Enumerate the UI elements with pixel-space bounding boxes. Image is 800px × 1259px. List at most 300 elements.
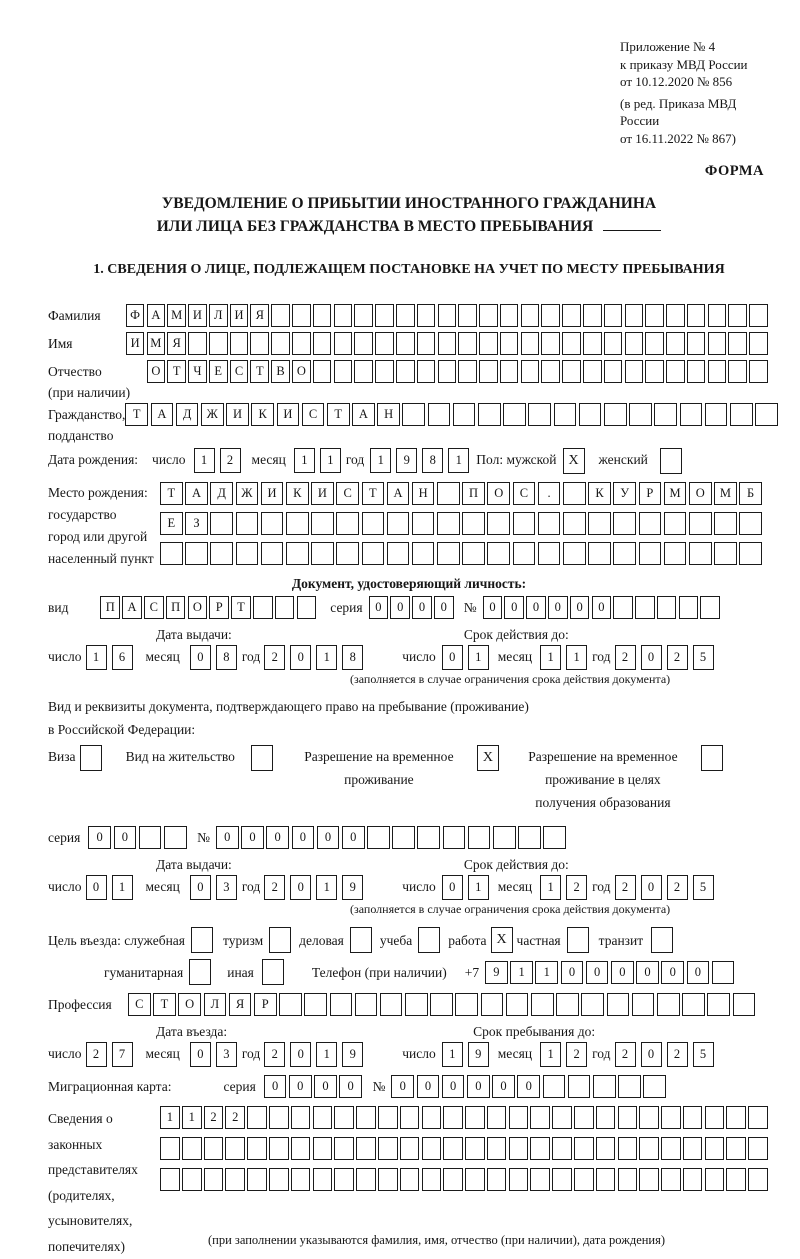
char-cell[interactable]	[422, 1168, 442, 1191]
char-cell[interactable]: 1	[294, 448, 315, 473]
char-cell[interactable]: 8	[422, 448, 443, 473]
char-cell[interactable]	[297, 596, 317, 619]
char-cell[interactable]	[588, 542, 611, 565]
char-cell[interactable]	[726, 1106, 746, 1129]
char-cell[interactable]: 1	[448, 448, 469, 473]
char-cell[interactable]	[509, 1168, 529, 1191]
char-cell[interactable]	[562, 332, 581, 355]
char-cell[interactable]: А	[151, 403, 174, 426]
char-cell[interactable]: 0	[342, 826, 365, 849]
char-cell[interactable]: Я	[229, 993, 252, 1016]
char-cell[interactable]: Т	[160, 482, 183, 505]
char-cell[interactable]	[521, 360, 540, 383]
char-cell[interactable]	[687, 304, 706, 327]
char-cell[interactable]	[588, 512, 611, 535]
char-cell[interactable]	[689, 542, 712, 565]
sex-female-checkbox[interactable]	[660, 448, 682, 474]
char-cell[interactable]	[291, 1168, 311, 1191]
char-cell[interactable]	[530, 1168, 550, 1191]
char-cell[interactable]: 0	[289, 1075, 312, 1098]
char-cell[interactable]	[271, 304, 290, 327]
char-cell[interactable]	[500, 304, 519, 327]
char-cell[interactable]: 3	[216, 1042, 237, 1067]
char-cell[interactable]	[755, 403, 778, 426]
char-cell[interactable]: 0	[290, 875, 311, 900]
char-cell[interactable]	[291, 1106, 311, 1129]
char-cell[interactable]	[334, 1168, 354, 1191]
char-cell[interactable]	[596, 1168, 616, 1191]
char-cell[interactable]	[538, 542, 561, 565]
char-cell[interactable]	[269, 1168, 289, 1191]
char-cell[interactable]: 0	[434, 596, 454, 619]
char-cell[interactable]: 0	[483, 596, 503, 619]
char-cell[interactable]: И	[226, 403, 249, 426]
char-cell[interactable]: Т	[362, 482, 385, 505]
char-cell[interactable]: Я	[167, 332, 186, 355]
char-cell[interactable]	[708, 332, 727, 355]
char-cell[interactable]: И	[277, 403, 300, 426]
char-cell[interactable]	[563, 542, 586, 565]
char-cell[interactable]	[689, 512, 712, 535]
char-cell[interactable]: С	[302, 403, 325, 426]
char-cell[interactable]	[387, 512, 410, 535]
char-cell[interactable]	[458, 360, 477, 383]
char-cell[interactable]: 0	[88, 826, 111, 849]
char-cell[interactable]	[705, 1168, 725, 1191]
char-cell[interactable]: А	[387, 482, 410, 505]
char-cell[interactable]: О	[178, 993, 201, 1016]
char-cell[interactable]	[613, 512, 636, 535]
char-cell[interactable]: 1	[540, 875, 561, 900]
char-cell[interactable]	[487, 1137, 507, 1160]
char-cell[interactable]	[462, 542, 485, 565]
char-cell[interactable]	[521, 332, 540, 355]
char-cell[interactable]	[541, 332, 560, 355]
char-cell[interactable]	[185, 542, 208, 565]
char-cell[interactable]	[417, 304, 436, 327]
char-cell[interactable]	[182, 1168, 202, 1191]
char-cell[interactable]: 1	[320, 448, 341, 473]
char-cell[interactable]: И	[230, 304, 249, 327]
char-cell[interactable]	[629, 403, 652, 426]
char-cell[interactable]: М	[147, 332, 166, 355]
char-cell[interactable]	[654, 403, 677, 426]
char-cell[interactable]	[613, 596, 633, 619]
char-cell[interactable]: 2	[667, 1042, 688, 1067]
char-cell[interactable]: .	[538, 482, 561, 505]
char-cell[interactable]: Л	[204, 993, 227, 1016]
char-cell[interactable]: 6	[112, 645, 133, 670]
char-cell[interactable]	[443, 826, 466, 849]
char-cell[interactable]	[487, 1106, 507, 1129]
char-cell[interactable]	[714, 512, 737, 535]
char-cell[interactable]: 0	[290, 645, 311, 670]
char-cell[interactable]	[330, 993, 353, 1016]
char-cell[interactable]: 0	[517, 1075, 540, 1098]
char-cell[interactable]	[313, 1168, 333, 1191]
char-cell[interactable]	[683, 1168, 703, 1191]
char-cell[interactable]: 0	[391, 1075, 414, 1098]
char-cell[interactable]	[487, 1168, 507, 1191]
char-cell[interactable]: 5	[693, 1042, 714, 1067]
char-cell[interactable]: Л	[209, 304, 228, 327]
char-cell[interactable]	[356, 1168, 376, 1191]
char-cell[interactable]	[487, 512, 510, 535]
char-cell[interactable]	[574, 1168, 594, 1191]
char-cell[interactable]: 2	[86, 1042, 107, 1067]
char-cell[interactable]	[479, 360, 498, 383]
char-cell[interactable]	[664, 512, 687, 535]
char-cell[interactable]: 2	[667, 645, 688, 670]
char-cell[interactable]: П	[100, 596, 120, 619]
char-cell[interactable]	[247, 1106, 267, 1129]
char-cell[interactable]	[443, 1168, 463, 1191]
char-cell[interactable]: 0	[417, 1075, 440, 1098]
char-cell[interactable]: 2	[225, 1106, 245, 1129]
char-cell[interactable]	[543, 1075, 566, 1098]
char-cell[interactable]	[462, 512, 485, 535]
char-cell[interactable]	[683, 1106, 703, 1129]
char-cell[interactable]	[387, 542, 410, 565]
char-cell[interactable]	[645, 304, 664, 327]
char-cell[interactable]	[378, 1106, 398, 1129]
char-cell[interactable]: 9	[342, 1042, 363, 1067]
char-cell[interactable]	[487, 542, 510, 565]
private-checkbox[interactable]	[567, 927, 589, 953]
char-cell[interactable]: Т	[167, 360, 186, 383]
char-cell[interactable]: О	[292, 360, 311, 383]
char-cell[interactable]	[705, 403, 728, 426]
char-cell[interactable]	[378, 1168, 398, 1191]
char-cell[interactable]	[583, 332, 602, 355]
char-cell[interactable]: Т	[125, 403, 148, 426]
char-cell[interactable]	[400, 1106, 420, 1129]
char-cell[interactable]	[375, 332, 394, 355]
char-cell[interactable]	[362, 512, 385, 535]
char-cell[interactable]	[356, 1137, 376, 1160]
char-cell[interactable]: Е	[209, 360, 228, 383]
char-cell[interactable]	[639, 542, 662, 565]
char-cell[interactable]	[465, 1106, 485, 1129]
char-cell[interactable]: В	[271, 360, 290, 383]
char-cell[interactable]	[362, 542, 385, 565]
char-cell[interactable]: 1	[540, 645, 561, 670]
char-cell[interactable]: 0	[216, 826, 239, 849]
char-cell[interactable]: 1	[540, 1042, 561, 1067]
char-cell[interactable]: С	[336, 482, 359, 505]
char-cell[interactable]	[291, 1137, 311, 1160]
char-cell[interactable]: 0	[611, 961, 634, 984]
char-cell[interactable]	[405, 993, 428, 1016]
char-cell[interactable]	[479, 304, 498, 327]
char-cell[interactable]: С	[230, 360, 249, 383]
char-cell[interactable]	[275, 596, 295, 619]
char-cell[interactable]	[286, 542, 309, 565]
char-cell[interactable]: И	[126, 332, 145, 355]
char-cell[interactable]	[531, 993, 554, 1016]
char-cell[interactable]	[458, 304, 477, 327]
char-cell[interactable]: 0	[390, 596, 410, 619]
char-cell[interactable]: И	[261, 482, 284, 505]
char-cell[interactable]: 2	[264, 1042, 285, 1067]
char-cell[interactable]: 9	[342, 875, 363, 900]
char-cell[interactable]	[465, 1168, 485, 1191]
char-cell[interactable]: 0	[548, 596, 568, 619]
char-cell[interactable]	[250, 332, 269, 355]
char-cell[interactable]	[313, 304, 332, 327]
char-cell[interactable]	[748, 1106, 768, 1129]
char-cell[interactable]: М	[167, 304, 186, 327]
char-cell[interactable]	[749, 304, 768, 327]
char-cell[interactable]	[311, 512, 334, 535]
char-cell[interactable]	[552, 1137, 572, 1160]
char-cell[interactable]	[336, 512, 359, 535]
char-cell[interactable]: 0	[412, 596, 432, 619]
char-cell[interactable]: Ф	[126, 304, 145, 327]
char-cell[interactable]	[604, 360, 623, 383]
char-cell[interactable]: 1	[182, 1106, 202, 1129]
char-cell[interactable]	[412, 542, 435, 565]
char-cell[interactable]: О	[147, 360, 166, 383]
char-cell[interactable]	[313, 332, 332, 355]
char-cell[interactable]	[292, 304, 311, 327]
char-cell[interactable]	[478, 403, 501, 426]
char-cell[interactable]: 0	[314, 1075, 337, 1098]
char-cell[interactable]	[236, 512, 259, 535]
char-cell[interactable]: Ч	[188, 360, 207, 383]
char-cell[interactable]	[269, 1137, 289, 1160]
char-cell[interactable]	[286, 512, 309, 535]
char-cell[interactable]: 0	[687, 961, 710, 984]
char-cell[interactable]	[563, 482, 586, 505]
char-cell[interactable]	[739, 512, 762, 535]
char-cell[interactable]	[541, 304, 560, 327]
char-cell[interactable]	[396, 304, 415, 327]
char-cell[interactable]: 9	[396, 448, 417, 473]
char-cell[interactable]: 3	[216, 875, 237, 900]
char-cell[interactable]	[730, 403, 753, 426]
char-cell[interactable]: 0	[114, 826, 137, 849]
char-cell[interactable]: М	[714, 482, 737, 505]
char-cell[interactable]	[500, 360, 519, 383]
char-cell[interactable]	[682, 993, 705, 1016]
char-cell[interactable]	[479, 332, 498, 355]
char-cell[interactable]	[707, 993, 730, 1016]
char-cell[interactable]	[562, 304, 581, 327]
char-cell[interactable]: М	[664, 482, 687, 505]
char-cell[interactable]	[204, 1137, 224, 1160]
char-cell[interactable]	[528, 403, 551, 426]
char-cell[interactable]	[417, 826, 440, 849]
char-cell[interactable]	[437, 542, 460, 565]
char-cell[interactable]: 0	[369, 596, 389, 619]
char-cell[interactable]: О	[487, 482, 510, 505]
char-cell[interactable]	[728, 304, 747, 327]
sex-male-checkbox[interactable]: X	[563, 448, 585, 474]
char-cell[interactable]	[733, 993, 756, 1016]
char-cell[interactable]	[632, 993, 655, 1016]
char-cell[interactable]	[271, 332, 290, 355]
char-cell[interactable]	[680, 403, 703, 426]
char-cell[interactable]: 0	[641, 875, 662, 900]
char-cell[interactable]: 2	[615, 1042, 636, 1067]
char-cell[interactable]	[443, 1137, 463, 1160]
purpose-official-checkbox[interactable]	[191, 927, 213, 953]
char-cell[interactable]: 0	[241, 826, 264, 849]
char-cell[interactable]: И	[188, 304, 207, 327]
char-cell[interactable]: Д	[176, 403, 199, 426]
char-cell[interactable]	[556, 993, 579, 1016]
char-cell[interactable]: 0	[190, 1042, 211, 1067]
char-cell[interactable]	[666, 304, 685, 327]
char-cell[interactable]	[375, 360, 394, 383]
char-cell[interactable]: Т	[231, 596, 251, 619]
char-cell[interactable]	[225, 1168, 245, 1191]
char-cell[interactable]: К	[588, 482, 611, 505]
char-cell[interactable]	[356, 1106, 376, 1129]
char-cell[interactable]: 1	[112, 875, 133, 900]
char-cell[interactable]	[639, 1137, 659, 1160]
char-cell[interactable]	[247, 1137, 267, 1160]
char-cell[interactable]	[563, 512, 586, 535]
char-cell[interactable]: 7	[112, 1042, 133, 1067]
char-cell[interactable]	[247, 1168, 267, 1191]
char-cell[interactable]	[618, 1168, 638, 1191]
char-cell[interactable]	[530, 1137, 550, 1160]
char-cell[interactable]: 0	[292, 826, 315, 849]
char-cell[interactable]	[396, 332, 415, 355]
char-cell[interactable]	[596, 1137, 616, 1160]
char-cell[interactable]	[748, 1168, 768, 1191]
char-cell[interactable]: Р	[254, 993, 277, 1016]
char-cell[interactable]	[613, 542, 636, 565]
char-cell[interactable]	[438, 332, 457, 355]
transit-checkbox[interactable]	[651, 927, 673, 953]
char-cell[interactable]: 0	[190, 645, 211, 670]
char-cell[interactable]: 2	[204, 1106, 224, 1129]
char-cell[interactable]	[568, 1075, 591, 1098]
char-cell[interactable]: 2	[667, 875, 688, 900]
char-cell[interactable]	[428, 403, 451, 426]
char-cell[interactable]	[465, 1137, 485, 1160]
char-cell[interactable]: 1	[160, 1106, 180, 1129]
char-cell[interactable]	[509, 1106, 529, 1129]
char-cell[interactable]	[430, 993, 453, 1016]
char-cell[interactable]	[607, 993, 630, 1016]
char-cell[interactable]	[726, 1168, 746, 1191]
char-cell[interactable]	[645, 360, 664, 383]
char-cell[interactable]	[748, 1137, 768, 1160]
work-checkbox[interactable]: X	[491, 927, 513, 953]
char-cell[interactable]	[639, 1106, 659, 1129]
char-cell[interactable]	[375, 304, 394, 327]
char-cell[interactable]	[538, 512, 561, 535]
char-cell[interactable]	[313, 1106, 333, 1129]
char-cell[interactable]	[714, 542, 737, 565]
char-cell[interactable]	[455, 993, 478, 1016]
char-cell[interactable]: А	[122, 596, 142, 619]
char-cell[interactable]	[354, 332, 373, 355]
char-cell[interactable]	[500, 332, 519, 355]
char-cell[interactable]	[728, 360, 747, 383]
humanitarian-checkbox[interactable]	[189, 959, 211, 985]
char-cell[interactable]: Т	[327, 403, 350, 426]
char-cell[interactable]	[417, 360, 436, 383]
char-cell[interactable]: Д	[210, 482, 233, 505]
char-cell[interactable]	[506, 993, 529, 1016]
char-cell[interactable]	[625, 304, 644, 327]
char-cell[interactable]	[160, 1168, 180, 1191]
char-cell[interactable]: Я	[250, 304, 269, 327]
char-cell[interactable]	[513, 512, 536, 535]
residence-permit-checkbox[interactable]	[251, 745, 273, 771]
char-cell[interactable]	[438, 304, 457, 327]
char-cell[interactable]	[261, 542, 284, 565]
char-cell[interactable]	[639, 512, 662, 535]
char-cell[interactable]	[635, 596, 655, 619]
char-cell[interactable]	[749, 360, 768, 383]
char-cell[interactable]: А	[147, 304, 166, 327]
char-cell[interactable]: 0	[661, 961, 684, 984]
char-cell[interactable]	[443, 1106, 463, 1129]
char-cell[interactable]: 1	[316, 645, 337, 670]
char-cell[interactable]: К	[251, 403, 274, 426]
char-cell[interactable]	[530, 1106, 550, 1129]
char-cell[interactable]	[400, 1137, 420, 1160]
char-cell[interactable]: 2	[566, 875, 587, 900]
char-cell[interactable]: 1	[316, 875, 337, 900]
char-cell[interactable]	[313, 360, 332, 383]
char-cell[interactable]: 1	[86, 645, 107, 670]
char-cell[interactable]: 0	[561, 961, 584, 984]
char-cell[interactable]	[160, 1137, 180, 1160]
char-cell[interactable]	[412, 512, 435, 535]
edu-permit-checkbox[interactable]	[701, 745, 723, 771]
char-cell[interactable]: 1	[442, 1042, 463, 1067]
char-cell[interactable]: 0	[467, 1075, 490, 1098]
char-cell[interactable]: 2	[264, 875, 285, 900]
visa-checkbox[interactable]	[80, 745, 102, 771]
char-cell[interactable]	[236, 542, 259, 565]
business-checkbox[interactable]	[350, 927, 372, 953]
char-cell[interactable]	[661, 1137, 681, 1160]
char-cell[interactable]	[657, 596, 677, 619]
char-cell[interactable]	[639, 1168, 659, 1191]
char-cell[interactable]	[664, 542, 687, 565]
char-cell[interactable]: З	[185, 512, 208, 535]
char-cell[interactable]	[182, 1137, 202, 1160]
char-cell[interactable]	[458, 332, 477, 355]
char-cell[interactable]	[666, 332, 685, 355]
char-cell[interactable]	[683, 1137, 703, 1160]
char-cell[interactable]	[581, 993, 604, 1016]
study-checkbox[interactable]	[418, 927, 440, 953]
char-cell[interactable]	[438, 360, 457, 383]
char-cell[interactable]: 0	[264, 1075, 287, 1098]
char-cell[interactable]: О	[188, 596, 208, 619]
char-cell[interactable]: 2	[566, 1042, 587, 1067]
char-cell[interactable]	[596, 1106, 616, 1129]
char-cell[interactable]	[687, 360, 706, 383]
char-cell[interactable]: П	[166, 596, 186, 619]
char-cell[interactable]	[509, 1137, 529, 1160]
char-cell[interactable]	[230, 332, 249, 355]
char-cell[interactable]	[334, 1137, 354, 1160]
char-cell[interactable]: 0	[636, 961, 659, 984]
char-cell[interactable]	[334, 304, 353, 327]
char-cell[interactable]	[269, 1106, 289, 1129]
char-cell[interactable]: 1	[510, 961, 533, 984]
